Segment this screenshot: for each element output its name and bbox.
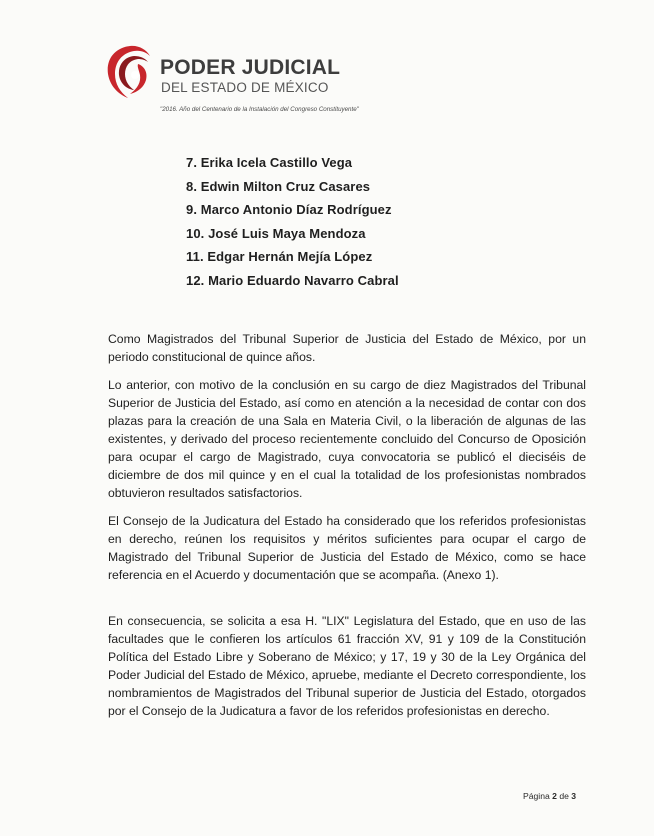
judicial-logo-icon — [104, 42, 156, 102]
list-item-number: 8. — [186, 178, 198, 194]
list-item-number: 11. — [186, 249, 204, 265]
list-item-name: Edwin Milton Cruz Casares — [200, 178, 371, 194]
list-item-name: Erika Icela Castillo Vega — [200, 155, 353, 170]
list-item-number: 12. — [186, 272, 205, 288]
total-pages: 3 — [571, 791, 577, 801]
list-item — [186, 198, 399, 222]
list-item — [186, 175, 399, 199]
institution-name: PODER JUDICIAL — [160, 56, 341, 79]
magistrates-list — [186, 151, 399, 293]
list-item — [186, 222, 399, 246]
page-word: Página — [523, 791, 550, 801]
list-item-number: 9. — [186, 202, 198, 218]
institution-subtitle: DEL ESTADO DE MÉXICO — [161, 80, 329, 95]
header-motto: "2016. Año del Centenario de la Instalación del Congreso Constituyente" — [160, 106, 359, 113]
current-page: 2 — [552, 791, 557, 801]
list-item-name: Marco Antonio Díaz Rodríguez — [200, 202, 392, 218]
list-item-name: Mario Eduardo Navarro Cabral — [208, 272, 399, 288]
list-item — [186, 269, 399, 293]
list-item-number: 10. — [186, 225, 205, 241]
paragraph-request: En consecuencia, se solicita a esa H. "LIX" Legislatura del Estado, que en uso de las facultades que le confieren los artículos 61 fracción XV, 91 y 109 de la Constitución Política del Estado Libre y Soberano de México; y 17, 19 y 30 de la Ley Orgánica del Poder Judicial del Estado de México, apruebe, mediante el Decreto correspondiente, los nombramientos de Magistrados del Tribunal superior de Justicia del Estado, otorgados por el Consejo de la Judicatura a favor de los referidos profesionistas en derecho. — [108, 614, 586, 718]
list-item-name: José Luis Maya Mendoza — [208, 225, 366, 241]
paragraph-background: Lo anterior, con motivo de la conclusión en su cargo de diez Magistrados del Tribunal Superior de Justicia del Estado, así como en atención a la necesidad de contar con dos plazas para la creación de una Sala en Materia Civil, o la liberación de algunas de las existentes, y derivado del proceso recientemente concluido del Concurso de Oposición para ocupar el cargo de Magistrado, cuya convocatoria se publicó el dieciséis de diciembre de dos mil quince y en el cual la totalidad de los profesionistas nombrados obtuvieron resultados satisfactorios. — [108, 378, 586, 500]
page-number — [523, 791, 576, 801]
paragraph-term: Como Magistrados del Tribunal Superior de Justicia del Estado de México, por un periodo constitucional de quince años. — [108, 332, 586, 364]
list-item-name: Edgar Hernán Mejía López — [207, 249, 373, 265]
list-item — [186, 245, 399, 269]
list-item — [186, 151, 399, 175]
paragraph-council: El Consejo de la Judicatura del Estado ha considerado que los referidos profesionistas en derecho, reúnen los requisitos y méritos suficientes para ocupar el cargo de Magistrado del Tribunal Superior de Justicia del Estado de México, como se hace referencia en el Acuerdo y documentación que se acompaña. (Anexo 1). — [108, 514, 586, 582]
of-word: de — [559, 791, 569, 801]
list-item-number: 7. — [186, 155, 198, 170]
